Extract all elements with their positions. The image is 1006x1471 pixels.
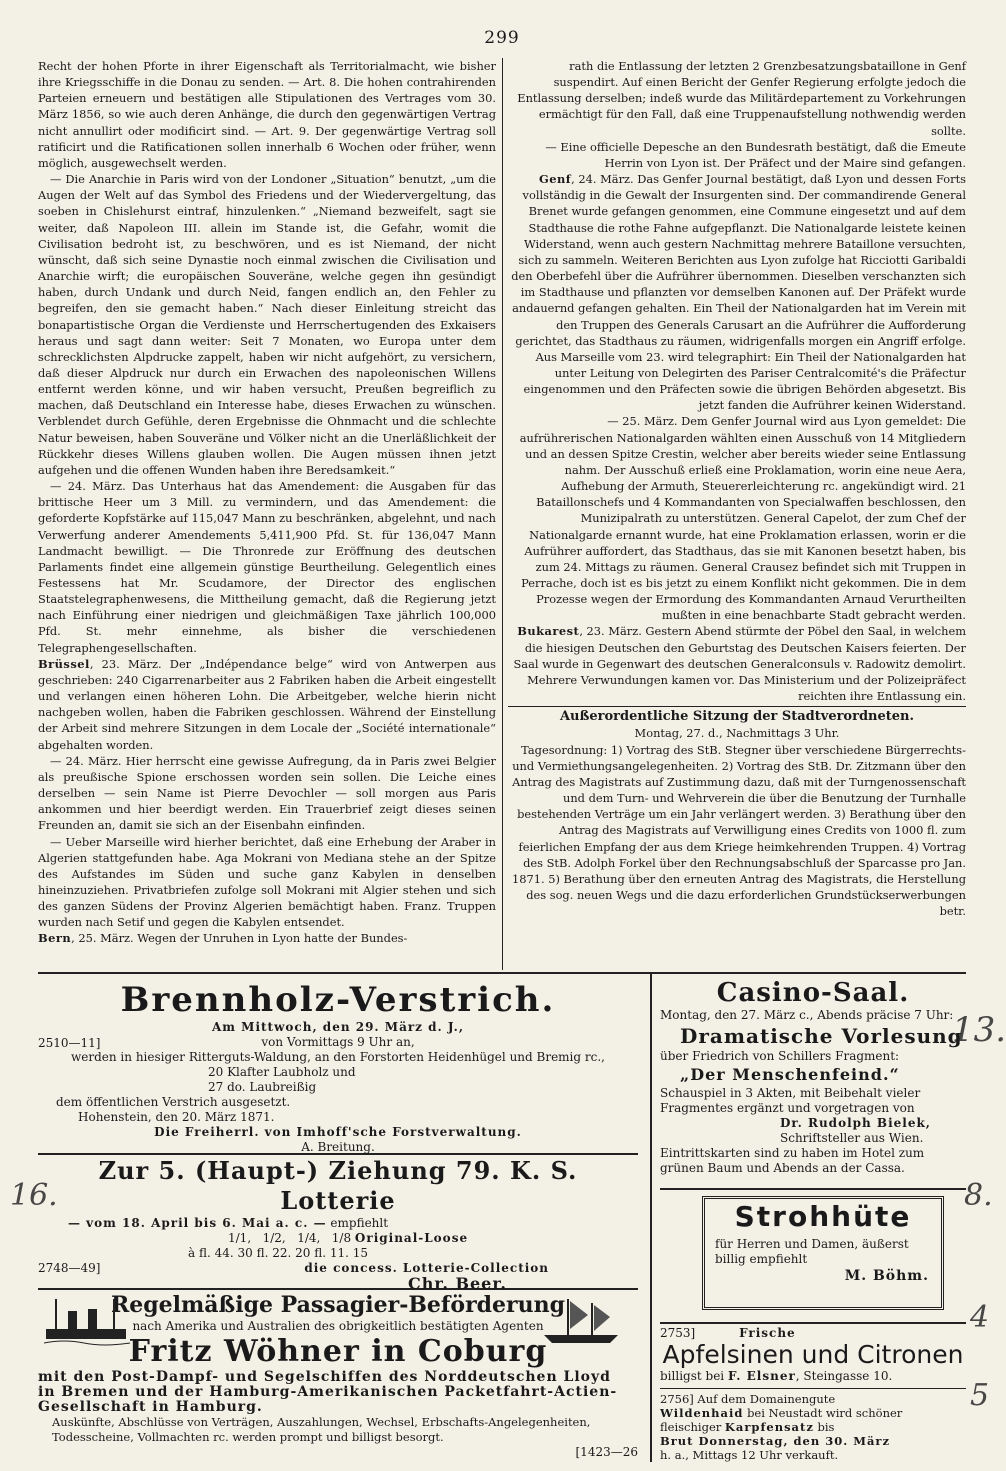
casino-text-3: Eintrittskarten sind zu haben im Hotel zum grünen Baum und Abends an der Cassa. <box>660 1146 925 1175</box>
fruit-title: Apfelsinen und Citronen <box>662 1340 964 1369</box>
left-article-paragraph-text: — Die Anarchie in Paris wird von der Londoner „Situation“ benutzt, „um die Augen der Welt auf das Symbol des Friedens und der Wiedervergeltung, das soeben in Chislehurst eintraf, hinzulenken.“ „Niemand bezweifelt, sagt sie weiter, daß Napoleon III. allein im Stande ist, die Gefahr, womit die Civilisation bedroht ist, zu beschwören, und es ist Niemand, der nicht wünscht, daß sich seine Dynastie noch einmal zwischen die Civilisation und Anarchie wirft; die europäischen Souveräne, welche gegen ihn gesündigt haben, durch Undank und durch Neid, fangen endlich an, den Fehler zu begreifen, den sie gemacht haben.“ Nach dieser Einleitung streicht das bonapartistische Organ die Verdienste und Herrschertugenden des Exkaisers heraus und sagt dann weiter: Seit 7 Monaten, wo Europa unter dem schrecklichsten Alpdrucke zappelt, haben wir nicht aufgehört, zu versichern, daß dieser Alpdruck nur durch ein Erwachen des napoleonischen Willens entfernt werden könne, und wir haben versucht, Preußen begreiflich zu machen, daß Deutschland ein Interesse habe, dieses Erwachen zu wünschen. Verblendet durch Gefühle, deren Ergebnisse die Ohnmacht und die schlechte Natur beweisen, haben Souveräne und Völker nicht an die Unerläßlichkeit der Rückkehr dieses Willens glauben wollen. Die Augen müssen ihnen jetzt aufgehen und die offenen Wunden haben ihre Beredsamkeit.“ <box>38 172 496 477</box>
firewood-title: Brennholz-Verstrich. <box>120 980 556 1020</box>
left-news-column <box>38 58 496 947</box>
left-article-paragraph-text: — 24. März. Hier herrscht eine gewisse Aufregung, da in Paris zwei Belgier als preußische Spione erschossen worden sein sollen. Die Leiche eines derselben — sein Name ist Pierre Devochler — soll morgen aus Paris ankommen und hier beerdigt werden. Ein Trauerbrief zeigt dieses seinen Freunden an, damit sie sich an der Eisenbahn einfinden. <box>38 753 496 833</box>
right-article-paragraph-text: — Eine officielle Depesche an den Bundesrath bestätigt, daß die Emeute Herrin von Lyon ist. Der Präfect und der Maire sind gefangen. <box>545 139 966 170</box>
carp-item: Karpfensatz <box>724 1420 814 1434</box>
carp-sale-ad <box>660 1392 966 1462</box>
firewood-place-date: Hohenstein, den 20. März 1871. <box>78 1110 275 1124</box>
casino-text-1: Schauspiel in 3 Akten, mit Beibehalt vieler Fragmentes ergänzt und vorgetragen von <box>660 1086 921 1115</box>
firewood-date: Am Mittwoch, den 29. März d. J., <box>211 1020 465 1034</box>
left-article-paragraph-text: , 23. März. Der „Indépendance belge“ wird von Antwerpen aus geschrieben: 240 Cigarrenarbeiter aus 2 Fabriken haben die Arbeit eingestellt und verlangen einen höheren Lohn. Die Arbeitgeber, welche hierin nicht nachgeben wollen, haben die Fabriken geschlossen. Während der Einstellung der Arbeit sind mehrere Sitzungen in dem Locale der „Société internationale“ abgehalten worden. <box>38 656 496 752</box>
right-article-paragraph-text: — 25. März. Dem Genfer Journal wird aus Lyon gemeldet: Die aufrührerischen Nationalgarden wählten einen Ausschuß von 14 Mitgliedern und an dessen Spitze Crestin, welcher aber bereits wieder seine Entlassung nahm. Der Ausschuß erließ eine Proklamation, worin eine neue Aera, Aufhebung der Armuth, Steuererleichterung rc. angekündigt wird. 21 Bataillonschefs und 4 Kommandanten von Specialwaffen beschlossen, den Munizipalrath zu unterstützen. General Capelot, der zum Chef der Nationalgarde ernannt wurde, hat eine Proklamation erlassen, worin er die Aufrührer auffordert, das Stadthaus, das sie mit Kanonen besetzt haben, bis zum 24. Mittags zu räumen. General Crausez befindet sich mit Truppen in Perrache, doch ist es bis jetzt zu einem Konflikt nicht gekommen. Die in dem Prozesse wegen der Ermordung des Kommandanten Arnaud Verurtheilten mußten in eine benachbarte Stadt gebracht werden. <box>519 414 966 623</box>
straw-hats-title: Strohhüte <box>734 1200 912 1233</box>
firewood-signer: A. Breitung. <box>301 1140 375 1154</box>
right-article-paragraph <box>508 413 966 623</box>
handwritten-mark-4: 4 <box>970 1300 990 1335</box>
right-article-paragraph-text: rath die Entlassung der letzten 2 Grenzbesatzungsbataillone in Genf suspendirt. Auf einen Bericht der Genfer Regierung erfolgte jedoch die Entlassung derselben; indeß wurde das Militärdepartement zu Vorkehrungen ermächtigt für den Fall, daß eine Truppenaufstellung nothwendig werden sollte. <box>517 59 966 138</box>
right-news-articles <box>508 58 966 704</box>
lottery-fraction-1: 1/1, <box>228 1231 252 1245</box>
firewood-auction-ad <box>38 978 638 1155</box>
session-date: Montag, 27. d., Nachmittags 3 Uhr. <box>634 726 840 741</box>
carp-place: Wildenhaid <box>660 1406 744 1420</box>
passage-agent-name: Fritz Wöhner in Coburg <box>128 1334 548 1369</box>
firewood-code: 2510—11] <box>38 1036 101 1050</box>
fruit-text: billigst bei <box>660 1369 725 1383</box>
session-agenda: Tagesordnung: 1) Vortrag des StB. Stegner über verschiedene Bürgerrechts- und Vermiethungsangelegenheiten. 2) Vortrag des StB. Dr. Zitzmann über den Antrag des Magistrats auf Zustimmung dazu, daß mit der Turngenossenschaft und dem Turn- und Wehrverein die über die Benutzung der Turnhalle bestehenden Verträge um ein Jahr verlängert werden. 3) Berathung über den Antrag des Magistrats auf Verwilligung eines Credits von 1000 fl. zum feierlichen Empfang der aus dem Kriege heimkehrenden Truppen. 4) Vortrag des StB. Adolph Forkel über den Rechnungsabschluß der Sparcasse pro Jan. 1871. 5) Berathung über den erneuten Antrag des Magistrats, die Herstellung des sog. neuen Wegs und die dazu erforderlichen Grundstückserwerbungen betr. <box>511 742 966 919</box>
lottery-originals: Original-Loose <box>354 1231 469 1245</box>
lottery-firm: die concess. Lotterie-Collection <box>304 1261 550 1275</box>
right-article-dateline-place: Genf <box>539 172 572 187</box>
right-article-paragraph-text: , 24. März. Das Genfer Journal bestätigt, daß Lyon und dessen Forts vollständig in die Gewalt der Insurgenten sind. Der commandirende General Brenet wurde gefangen genommen, eine Commune eingesetzt und auf dem Stadthause die rothe Fahne aufgepflanzt. Die Nationalgarde leistete keinen Widerstand, wenn auch gestern Nachmittag mehrere Bataillone versuchten, sich zu sammeln. Weiteren Berichten aus Lyon zufolge hat Ricciotti Garibaldi den Oberbefehl über die Aufrührer übernommen. Dieselben verschanzten sich im Stadthause und pflanzten vor demselben Kanonen auf. Der Präfekt wurde andauernd gefangen gehalten. Ein Theil der Nationalgarden hat im Verein mit den Truppen des Generals Carusart an die Aufrührer die Aufforderung gerichtet, das Stadthaus zu räumen, widrigenfalls morgen ein Angriff erfolge. Aus Marseille vom 23. wird telegraphirt: Ein Theil der Nationalgarden hat unter Leitung von Delegirten des Pariser Centralcomité's die Präfectur eingenommen und den Präfecten sowie die übrigen Behörden abgesetzt. Bis jetzt fanden die Aufrührer keinen Widerstand. <box>511 172 966 413</box>
left-article-dateline-place: Bern <box>38 931 72 946</box>
handwritten-mark-1: 13. <box>952 1010 1006 1050</box>
passage-line-2: in Bremen und der Hamburg-Amerikanischen Packetfahrt-Actien-Gesellschaft in Hamburg. <box>38 1384 618 1415</box>
casino-event: Dramatische Vorlesung <box>680 1024 963 1048</box>
right-article-paragraph-text: , 23. März. Gestern Abend stürmte der Pöbel den Saal, in welchem die hiesigen Deutschen den Geburtstag des Deutschen Kaisers feierten. Der Saal wurde in Gegenwart des deutschen Generalconsuls v. Radowitz demolirt. Mehrere Verwundungen kamen vor. Das Ministerium und der Polizeipräfect reichten ihre Entlassung ein. <box>513 624 966 704</box>
sailing-ship-icon <box>538 1295 624 1349</box>
handwritten-mark-3: 8. <box>964 1178 993 1213</box>
lottery-code: 2748—49] <box>38 1261 101 1275</box>
ads-column-divider <box>650 974 652 1462</box>
carp-date: Brut Donnerstag, den 30. März <box>660 1434 890 1448</box>
carp-text-4: h. a., Mittags 12 Uhr verkauft. <box>660 1448 839 1462</box>
citrus-fruit-ad <box>660 1326 966 1389</box>
passage-code: [1423—26 <box>575 1445 638 1459</box>
casino-text-2: Schriftsteller aus Wien. <box>780 1131 924 1145</box>
handwritten-mark-2: 16. <box>10 1178 58 1213</box>
fruit-head: Frische <box>739 1326 796 1340</box>
emigration-passage-ad <box>38 1291 638 1461</box>
left-article-paragraph <box>38 656 496 753</box>
right-article-paragraph <box>508 171 966 413</box>
left-article-paragraph <box>38 930 496 946</box>
lottery-dates: — vom 18. April bis 6. Mai a. c. — <box>68 1216 327 1230</box>
casino-date: Montag, den 27. März c., Abends präcise 7 Uhr: <box>660 1008 954 1022</box>
ads-separator <box>38 972 966 974</box>
lottery-prices: à fl. 44. 30 fl. 22. 20 fl. 11. 15 <box>188 1246 368 1260</box>
firewood-location: werden in hiesiger Ritterguts-Waldung, an den Forstorten Heidenhügel und Bremig rc., <box>71 1050 605 1064</box>
lottery-name: Chr. Beer. <box>408 1274 507 1293</box>
firewood-time: von Vormittags 9 Uhr an, <box>261 1035 415 1049</box>
left-article-paragraph <box>38 58 496 171</box>
firewood-item-2: 27 do. Laubreißig <box>208 1080 317 1094</box>
carp-text-3: bis <box>817 1420 835 1434</box>
left-article-paragraph-text: — 24. März. Das Unterhaus hat das Amendement: die Ausgaben für das brittische Heer um 3 Mill. zu vermindern, und das Amendement: die geforderte Kopfstärke auf 115,047 Mann zu beschränken, abgelehnt, und nach Verwerfung anderer Amendements 5,411,900 Pfd. St. für 136,047 Mann Landmacht bewilligt. — Die Thronrede zur Eröffnung des deutschen Parlaments findet eine allgemein günstige Beurtheilung. Gelegentlich eines Festessens hat Mr. Scudamore, der Director des englischen Staatstelegraphenwesens, die Mittheilung gemacht, daß die Regierung jetzt nach Einführung einer niedrigen und gleichmäßigen Taxe jährlich 100,000 Pfd. St. mehr einnehme, als bisher die verschiedenen Telegraphengesellschaften. <box>38 479 496 655</box>
session-heading: Außerordentliche Sitzung der Stadtverordneten. <box>508 706 966 725</box>
passage-title: Regelmäßige Passagier-Beförderung <box>110 1292 566 1318</box>
left-article-paragraph-text: , 25. März. Wegen der Unruhen in Lyon hatte der Bundes- <box>71 931 408 946</box>
right-news-column <box>508 58 966 919</box>
carp-text-2: bei Neustadt wird schöner fleischiger <box>660 1406 903 1434</box>
newspaper-page <box>38 28 966 1462</box>
firewood-notice: dem öffentlichen Verstrich ausgesetzt. <box>56 1095 291 1109</box>
casino-title: Casino-Saal. <box>716 978 910 1008</box>
right-article-paragraph <box>508 58 966 139</box>
lottery-title: Zur 5. (Haupt-) Ziehung 79. K. S. Lotterie <box>98 1156 578 1215</box>
casino-piece: „Der Menschenfeind.“ <box>680 1065 900 1084</box>
carp-code: 2756] <box>660 1392 694 1406</box>
lottery-recommends: empfiehlt <box>330 1216 389 1230</box>
lottery-fraction-2: 1/2, <box>262 1231 286 1245</box>
fruit-code: 2753] <box>660 1326 696 1340</box>
passage-line-1: mit den Post-Dampf- und Segelschiffen des Norddeutschen Lloyd <box>38 1369 611 1385</box>
firewood-signature: Die Freiherrl. von Imhoff'sche Forstverwaltung. <box>154 1125 522 1139</box>
page-number: 299 <box>484 28 520 48</box>
left-article-paragraph <box>38 753 496 834</box>
straw-hats-ad <box>660 1192 966 1324</box>
straw-hats-merchant: M. Böhm. <box>844 1268 929 1284</box>
right-article-dateline-place: Bukarest <box>517 624 580 639</box>
left-article-paragraph <box>38 478 496 656</box>
left-article-paragraph <box>38 834 496 931</box>
casino-reader: Dr. Rudolph Bielek, <box>780 1116 931 1130</box>
left-article-paragraph-text: — Ueber Marseille wird hierher berichtet, daß eine Erhebung der Araber in Algerien stattgefunden habe. Aga Mokrani von Mediana stehe an der Spitze des Aufstandes im Süden und suche ganz Kabylen in denselben hineinzuziehen. Privatbriefen zufolge soll Mokrani mit Algier stehen und sich des ganzen Südens der Provinz Algerien bemächtigt haben. Franz. Truppen wurden nach Setif und gegen die Kabylen entsendet. <box>38 834 496 930</box>
firewood-item-1: 20 Klafter Laubholz und <box>208 1065 356 1079</box>
fruit-address: , Steingasse 10. <box>795 1369 893 1383</box>
lottery-fraction-4: 1/8 <box>331 1231 352 1245</box>
casino-reading-ad <box>660 978 966 1190</box>
passage-line-3: Auskünfte, Abschlüsse von Verträgen, Auszahlungen, Wechsel, Erbschafts-Angelegenheiten, Todesscheine, Vollmachten rc. werden prompt und billigst besorgt. <box>52 1415 591 1444</box>
handwritten-mark-5: 5 <box>970 1378 990 1413</box>
left-article-dateline-place: Brüssel <box>38 656 90 671</box>
straw-hats-text: für Herren und Damen, äußerst billig empfiehlt <box>715 1237 909 1266</box>
straw-hats-frame <box>702 1196 944 1310</box>
right-article-paragraph <box>508 139 966 171</box>
lottery-fraction-3: 1/4, <box>297 1231 321 1245</box>
carp-text-1: Auf dem Domainengute <box>697 1392 836 1406</box>
column-divider <box>502 58 503 970</box>
right-article-paragraph <box>508 623 966 704</box>
fruit-merchant: F. Elsner <box>727 1369 796 1383</box>
lottery-ad <box>38 1156 638 1293</box>
council-session-notice <box>508 706 966 919</box>
steamship-icon <box>44 1295 130 1349</box>
left-article-paragraph-text: Recht der hohen Pforte in ihrer Eigenschaft als Territorialmacht, wie bisher ihre Kriegsschiffe in die Donau zu senden. — Art. 8. Die hohen contrahirenden Parteien erneuern und bestätigen alle Stipulationen des Vertrages vom 30. März 1856, so wie auch deren Anhänge, die durch den gegenwärtigen Vertrag nicht annullirt oder modificirt sind. — Art. 9. Der gegenwärtige Vertrag soll ratificirt und die Ratificationen sollen innerhalb 6 Wochen oder früher, wenn möglich, ausgewechselt werden. <box>38 59 496 170</box>
casino-about: über Friedrich von Schillers Fragment: <box>660 1049 900 1063</box>
passage-subtitle: nach Amerika und Australien des obrigkeitlich bestätigten Agenten <box>132 1319 544 1333</box>
left-article-paragraph <box>38 171 496 478</box>
